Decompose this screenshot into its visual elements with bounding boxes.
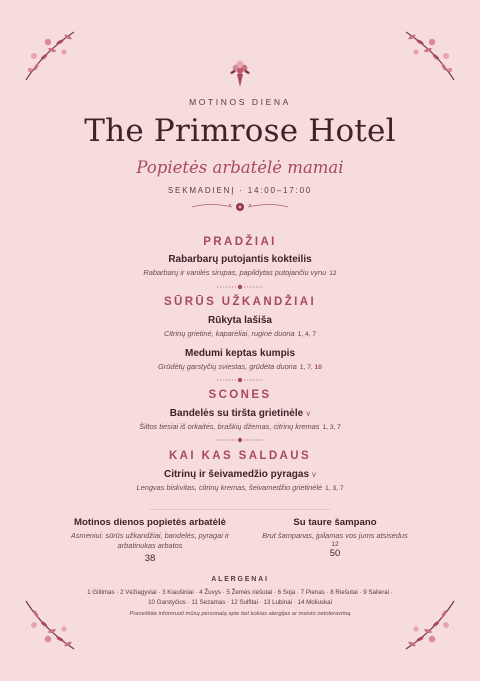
allergens-list: 1 Glitimas · 2 Vėžiagyviai · 3 Kiaušiniai · 4 Žuvys · 5 Žemės riešutai · 6 Soja · 7 Pienas · 8 Riešutai · 9 Salierai · xyxy=(87,589,393,596)
flower-divider-icon xyxy=(190,200,290,214)
section-title: PRADŽIAI xyxy=(203,236,277,248)
allergen-codes: 12 xyxy=(329,270,337,277)
date-time: SEKMADIENĮ · 14:00–17:00 xyxy=(167,186,313,195)
separator-line xyxy=(150,509,330,510)
menu-item-description: Lengvas biskvitas, citrinų kremas, šeivamedžio grietinėlė 1, 3, 7 xyxy=(136,483,344,492)
small-divider-icon xyxy=(215,436,265,444)
allergen-codes: 1, 4, 7 xyxy=(297,331,316,338)
offer-price: 50 xyxy=(329,548,341,559)
menu-item-name: Rūkyta lašiša xyxy=(208,315,272,326)
bouquet-icon xyxy=(228,58,252,88)
section-title: KAI KAS SALDAUS xyxy=(168,450,312,462)
menu-item-name: Rabarbarų putojantis kokteilis xyxy=(168,254,312,265)
menu-item-name: Medumi keptas kumpis xyxy=(184,348,296,359)
menu-item-description: Šiltos tiesiai iš orkaitės, braškių džemas, citrinų kremas 1, 3, 7 xyxy=(139,422,341,431)
allergen-codes: 1, 3, 7 xyxy=(322,424,341,431)
small-divider-icon xyxy=(215,376,265,384)
section-title: SŪRŪS UŽKANDŽIAI xyxy=(163,296,317,308)
offer-champagne xyxy=(250,517,420,559)
allergens-note: Praneškite informuoti mūsų personalą apie bet kokias alergijas ar maisto netoleravimą xyxy=(129,611,351,617)
floral-branch-icon xyxy=(402,26,458,84)
offer-price: 38 xyxy=(144,553,156,564)
offer-afternoon-tea xyxy=(55,517,245,564)
allergen-codes: 1, 7, 10 xyxy=(299,364,322,371)
menu-item-description: Citrinų grietinė, kaparėliai, ruginė duona 1, 4, 7 xyxy=(164,329,316,338)
menu-item-description: Rabarbarų ir vanilės sirupas, papildytas putojančiu vynu 12 xyxy=(143,268,337,277)
offer-description: Brut šampanas, įpilamas vos jums atsisėdus xyxy=(262,531,408,540)
offer-description: Asmeniui: sūrūs užkandžiai, bandelės, pyragai ir arbatinukas arbatos xyxy=(70,531,230,550)
hotel-title: The Primrose Hotel xyxy=(84,113,396,149)
small-divider-icon xyxy=(215,283,265,291)
allergens-list: 10 Garstyčios · 11 Sezamas · 12 Sulfitai · 13 Lubinai · 14 Moliuskai xyxy=(148,599,332,606)
allergen-codes: 12 xyxy=(331,541,339,548)
section-title: SCONES xyxy=(208,389,272,401)
vegetarian-badge: v xyxy=(306,409,311,418)
offer-name: Motinos dienos popietės arbatėlė xyxy=(74,517,226,528)
event-label: MOTINOS DIENA xyxy=(189,97,291,107)
menu-item-name: Citrinų ir šeivamedžio pyragas v xyxy=(163,469,317,480)
floral-branch-icon xyxy=(22,26,78,84)
allergens-title: ALERGENAI xyxy=(211,576,269,583)
menu-item-description: Grūdėtų garstyčių sviestas, grūdėta duona 1, 7, 10 xyxy=(158,362,322,371)
allergen-codes: 1, 3, 7 xyxy=(325,485,344,492)
vegetarian-badge: v xyxy=(312,470,317,479)
offer-name: Su taure šampano xyxy=(293,517,377,528)
menu-subtitle: Popietės arbatėlė mamai xyxy=(136,158,344,177)
menu-item-name: Bandelės su tiršta grietinėle v xyxy=(169,408,311,419)
